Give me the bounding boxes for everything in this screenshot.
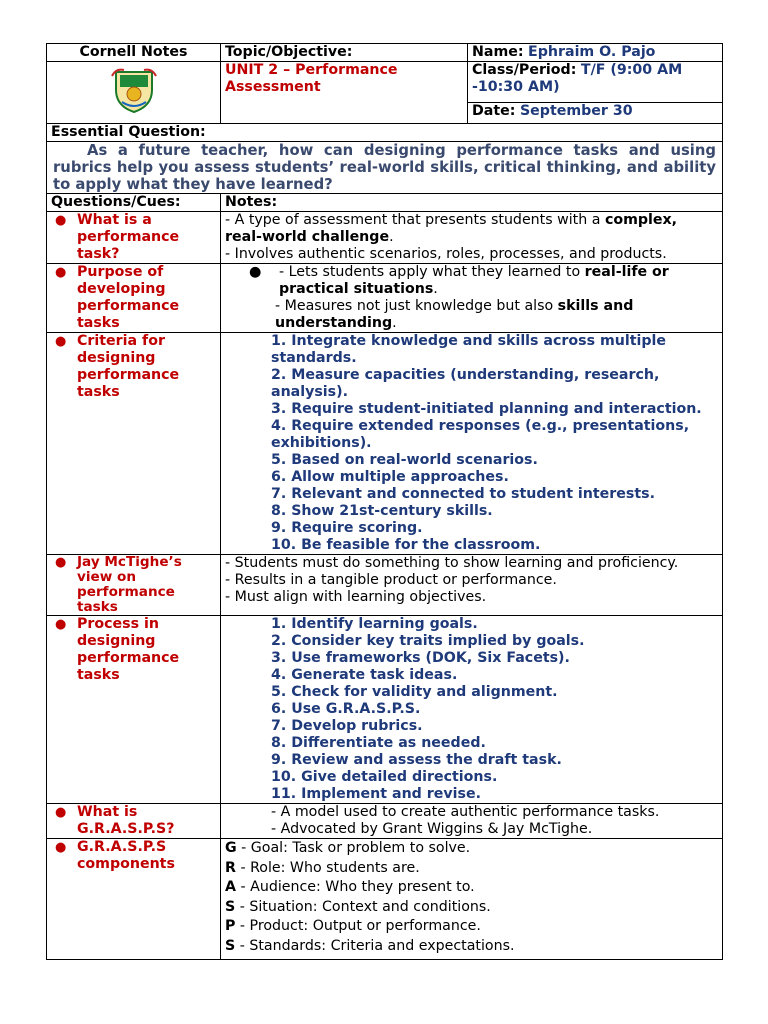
essential-question-text: As a future teacher, how can designing performance tasks and using rubrics help you assess students’ real-world skills, critical thinking, and ability to apply what they have learned? [53,142,716,193]
note-text: . [433,281,438,297]
grasps-letter: R [225,859,236,876]
cue-text: What is G.R.A.S.P.S? [77,804,175,837]
note-line [225,298,718,332]
bullet-icon: ● [55,555,67,570]
header-row-1 [47,44,723,62]
notes-row [47,804,723,839]
note-line [225,264,718,298]
essential-label: Essential Question: [47,124,723,142]
criteria-item: 7. Relevant and connected to student interests. [271,486,655,502]
header-row-2 [47,62,723,103]
cornell-notes-sheet [46,43,722,960]
note-text: - A type of assessment that presents students with a [225,212,605,228]
grasps-letter: S [225,898,236,915]
note-text: . [389,229,394,245]
cue-text: Criteria for designing performance tasks [77,333,180,400]
notes-row [47,264,723,333]
criteria-item: 6. Allow multiple approaches. [271,469,509,485]
school-logo-cell [47,62,221,124]
cue-text: Jay McTighe’s view on performance tasks [77,554,182,615]
criteria-item: 2. Measure capacities (understanding, research, analysis). [271,367,660,400]
cue-cell [47,264,221,333]
notes-row [47,212,723,264]
grasps-letter: G [225,840,237,856]
notes-cell [221,333,723,555]
process-step: 3. Use frameworks (DOK, Six Facets). [271,650,570,666]
grasps-text: - Role: Who students are. [235,859,420,876]
notes-cell [221,212,723,264]
notes-row [47,616,723,804]
note-line: - Involves authentic scenarios, roles, processes, and products. [225,246,667,262]
process-step: 1. Identify learning goals. [271,616,478,632]
grasps-text: - Audience: Who they present to. [235,879,475,896]
notes-cell [221,616,723,804]
school-seal-logo [108,66,160,114]
grasps-text: - Standards: Criteria and expectations. [235,937,515,954]
bullet-icon: ● [55,840,67,855]
bullet-icon: ● [249,264,262,280]
name-value: Ephraim O. Pajo [528,44,656,60]
bullet-icon: ● [55,617,67,632]
notes-row [47,333,723,555]
notes-row [47,839,723,960]
process-step: 10. Give detailed directions. [271,769,498,785]
grasps-item [225,937,525,957]
notes-cell [221,804,723,839]
grasps-item [225,917,718,937]
cue-cell [47,839,221,960]
cue-cell [47,616,221,804]
grasps-text: - Situation: Context and conditions. [235,898,491,915]
criteria-item: 4. Require extended responses (e.g., presentations, exhibitions). [271,418,690,451]
notes-cell [221,555,723,616]
criteria-item: 10. Be feasible for the classroom. [271,537,541,553]
grasps-item [225,839,718,859]
date-value: September 30 [519,102,633,119]
process-step: 5. Check for validity and alignment. [271,684,558,700]
notes-cell [221,839,723,960]
bullet-icon: ● [55,213,67,228]
notes-row [47,555,723,616]
cue-text: Process in designing performance tasks [77,616,180,683]
note-text: - Lets students apply what they learned to [279,264,585,280]
column-header-row [47,194,723,212]
bullet-icon: ● [55,805,67,820]
grasps-letter: S [225,937,236,954]
note-emphasis: complex, real-world challenge [225,212,678,245]
criteria-item: 9. Require scoring. [271,520,423,536]
notes-header: Notes: [221,194,723,212]
cornell-table [46,43,723,960]
process-step: 4. Generate task ideas. [271,667,458,683]
process-step: 2. Consider key traits implied by goals. [271,633,585,649]
note-text: - Measures not just knowledge but also [275,298,558,314]
note-line: - A model used to create authentic performance tasks. [271,804,660,820]
topic-value: UNIT 2 – Performance Assessment [221,62,468,124]
note-line: - Must align with learning objectives. [225,589,487,605]
name-cell [468,44,723,62]
note-text: . [392,315,397,331]
note-line: - Students must do something to show learning and proficiency. [225,555,679,571]
class-label: Class/Period: [472,62,577,78]
date-cell [468,102,723,123]
process-step: 7. Develop rubrics. [271,718,423,734]
note-line: - Results in a tangible product or performance. [225,572,557,588]
process-step: 8. Differentiate as needed. [271,735,486,751]
cues-header: Questions/Cues: [47,194,221,212]
note-emphasis: real-life or practical situations [279,264,669,297]
criteria-item: 8. Show 21st-century skills. [271,503,493,519]
process-step: 11. Implement and revise. [271,786,481,802]
cue-cell [47,804,221,839]
note-line: - Advocated by Grant Wiggins & Jay McTighe. [271,821,593,837]
note-emphasis: skills and understanding [275,298,634,331]
essential-label-row [47,124,723,142]
grasps-text: - Product: Output or performance. [235,918,481,935]
essential-text-row [47,142,723,194]
bullet-icon: ● [55,265,67,280]
grasps-letter: P [225,918,236,935]
criteria-item: 5. Based on real-world scenarios. [271,452,538,468]
class-value: T/F (9:00 AM -10:30 AM) [472,62,683,95]
cue-text: What is a performance task? [77,212,180,262]
grasps-item [225,898,718,918]
cue-text: Purpose of developing performance tasks [77,264,180,331]
date-label: Date: [472,102,516,119]
essential-question-cell [47,142,723,194]
criteria-item: 3. Require student-initiated planning and interaction. [271,401,702,417]
grasps-item [225,878,718,898]
cornell-title: Cornell Notes [47,44,221,62]
grasps-item [225,859,718,879]
cue-cell [47,333,221,555]
bullet-icon: ● [55,334,67,349]
topic-label: Topic/Objective: [221,44,468,62]
process-step: 6. Use G.R.A.S.P.S. [271,701,421,717]
grasps-text: - Goal: Task or problem to solve. [236,840,471,856]
cue-cell [47,212,221,264]
name-label: Name: [472,44,524,60]
note-line [225,212,718,246]
class-cell [468,62,723,103]
notes-cell [221,264,723,333]
cue-text: G.R.A.S.P.S components [77,839,175,872]
grasps-letter: A [225,879,236,896]
cue-cell [47,555,221,616]
criteria-item: 1. Integrate knowledge and skills across multiple standards. [271,333,667,366]
process-step: 9. Review and assess the draft task. [271,752,562,768]
